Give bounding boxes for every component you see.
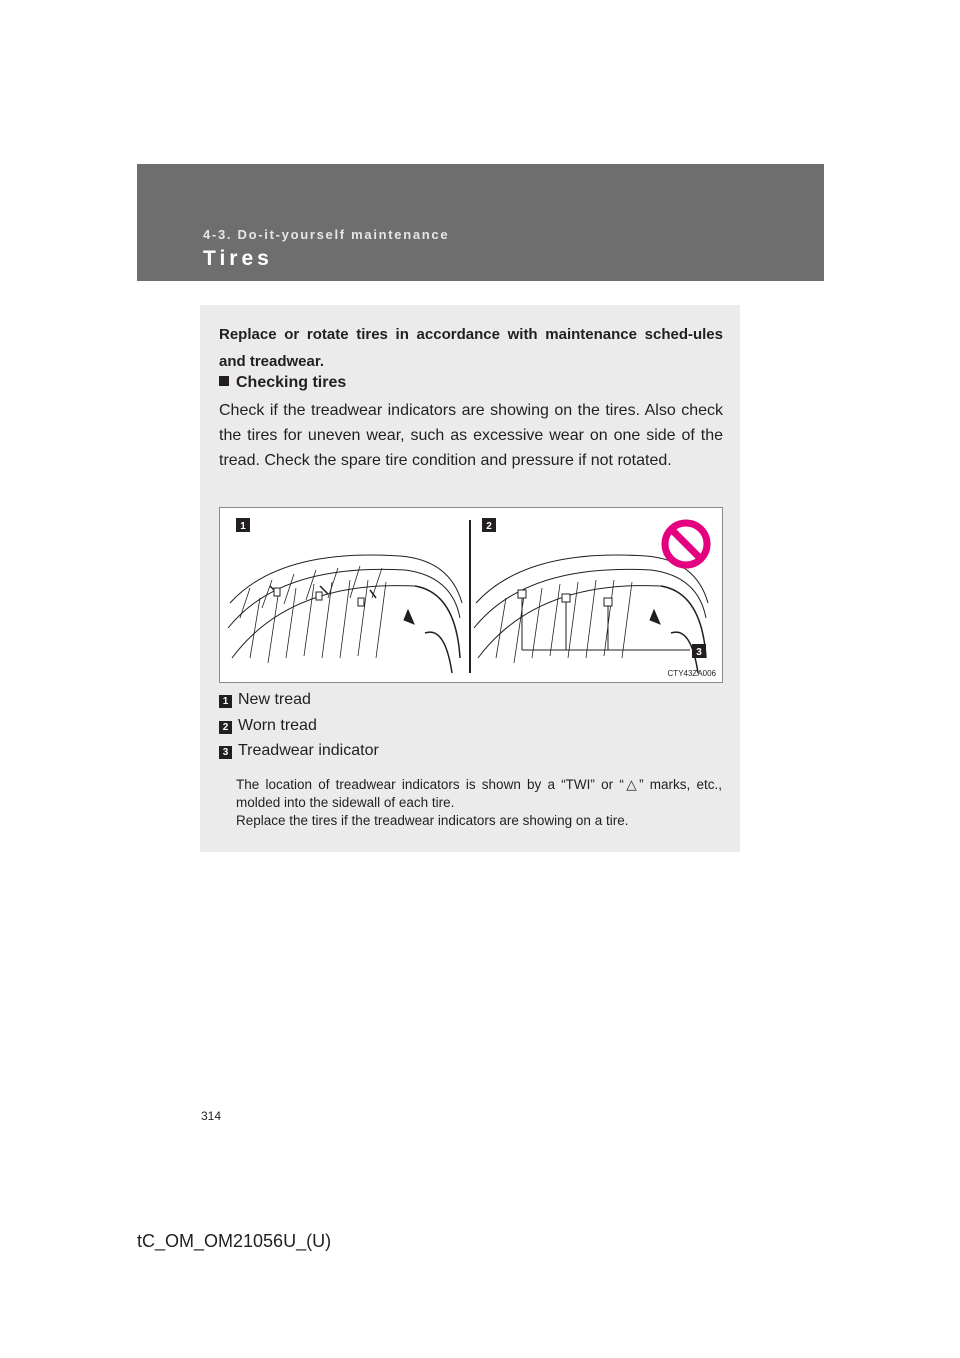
svg-text:2: 2: [486, 521, 492, 532]
content-panel: [200, 305, 740, 852]
legend-item-worn-tread: [219, 715, 317, 737]
subheading-label: Checking tires: [236, 374, 347, 391]
square-bullet-icon: [219, 376, 229, 386]
tire-illustration: [219, 507, 723, 683]
section-label: 4-3. Do-it-yourself maintenance: [203, 227, 450, 242]
worn-tread-tire-icon: [474, 555, 708, 673]
callout-1-icon: [236, 518, 250, 532]
page-title: Tires: [203, 247, 273, 270]
svg-text:1: 1: [240, 521, 246, 532]
note-line-1: The location of treadwear indicators is shown by a “TWI” or “△” marks, etc., molded into the sidewall of each tire.: [236, 777, 722, 810]
note-text: [236, 776, 722, 830]
legend-item-new-tread: [219, 689, 311, 711]
prohibited-icon: [665, 523, 707, 565]
tire-drawing: [220, 508, 724, 684]
figure-code: CTY43ZA006: [667, 669, 716, 678]
document-code: tC_OM_OM21056U_(U): [137, 1231, 332, 1251]
callout-2-badge-icon: 2: [219, 721, 232, 734]
callout-1-badge-icon: 1: [219, 695, 232, 708]
svg-text:3: 3: [696, 647, 702, 658]
callout-3-badge-icon: 3: [219, 746, 232, 759]
legend-label: New tread: [238, 691, 311, 708]
legend-label: Treadwear indicator: [238, 742, 379, 759]
note-line-2: Replace the tires if the treadwear indicators are showing on a tire.: [236, 813, 629, 828]
intro-text: Replace or rotate tires in accordance with maintenance sched-ules and treadwear.: [219, 326, 723, 370]
body-text: Check if the treadwear indicators are showing on the tires. Also check the tires for uneven wear, such as excessive wear on one side of the tread. Check the spare tire condition and pressure if not rotated.: [219, 402, 723, 469]
page-number: 314: [201, 1109, 222, 1123]
callout-3-icon: [692, 644, 706, 658]
subheading: [219, 371, 346, 395]
legend-item-treadwear-indicator: [219, 740, 379, 762]
callout-2-icon: [482, 518, 496, 532]
section-header: [137, 164, 824, 281]
new-tread-tire-icon: [228, 555, 462, 673]
legend-label: Worn tread: [238, 717, 317, 734]
